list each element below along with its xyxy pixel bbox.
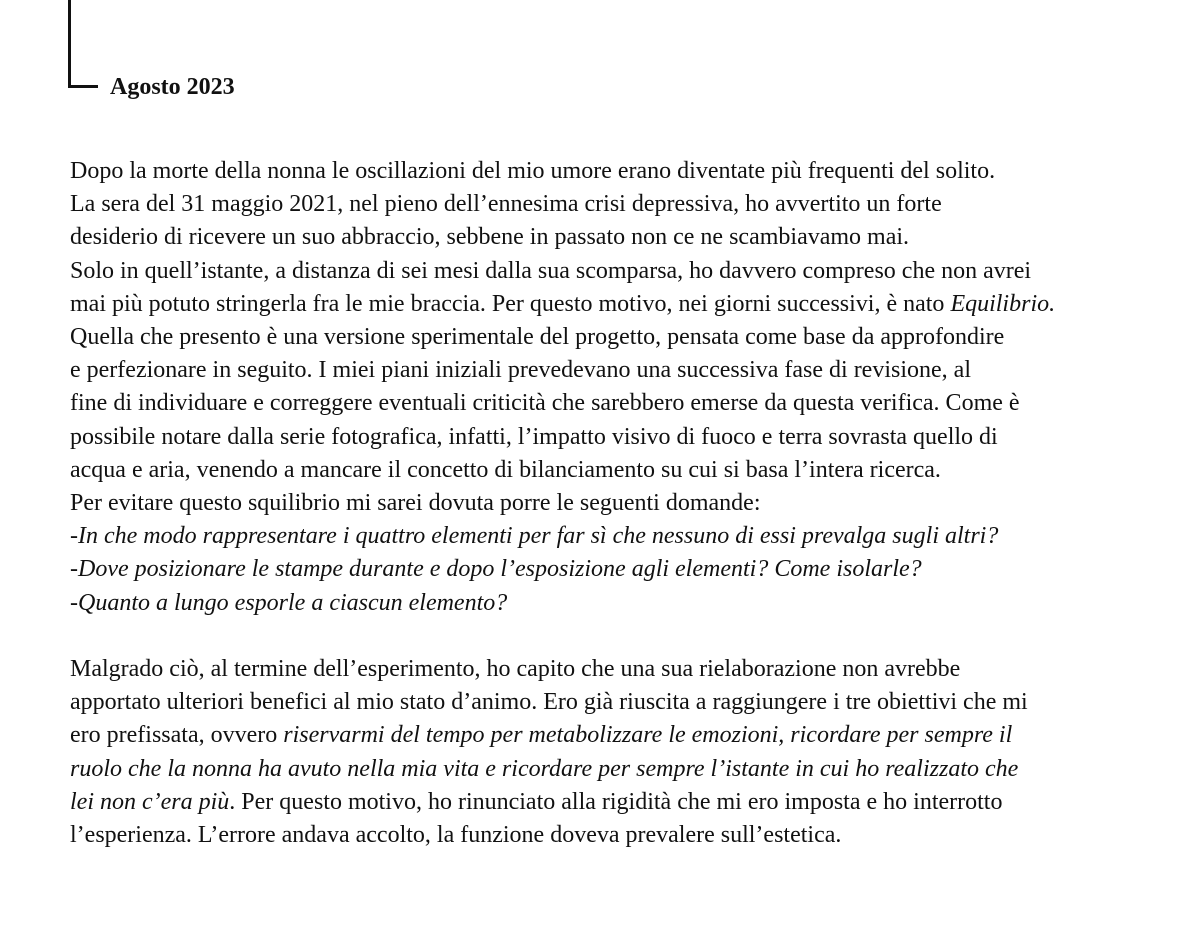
paragraph-spacer [70, 620, 1150, 653]
text-line: e perfezionare in seguito. I miei piani iniziali prevedevano una successiva fase di revisione, al [70, 357, 971, 384]
text-line: acqua e aria, venendo a mancare il concetto di bilanciamento su cui si basa l’intera ricerca. [70, 456, 941, 483]
date-heading: Agosto 2023 [110, 74, 235, 100]
text-line: possibile notare dalla serie fotografica, infatti, l’impatto visivo di fuoco e terra sovrasta quello di [70, 423, 998, 450]
paragraph-1 [70, 155, 1150, 620]
question-3: -Quanto a lungo esporle a ciascun elemento? [70, 589, 508, 616]
text-line: l’esperienza. L’errore andava accolto, la funzione doveva prevalere sull’estetica. [70, 822, 842, 849]
text-segment: ero prefissata, ovvero [70, 722, 284, 749]
text-line: La sera del 31 maggio 2021, nel pieno dell’ennesima crisi depressiva, ho avvertito un forte [70, 191, 942, 218]
text-line [70, 786, 1150, 819]
question-1: -In che modo rappresentare i quattro elementi per far sì che nessuno di essi prevalga sugli altri? [70, 523, 999, 550]
italic-segment: lei non c’era più [70, 788, 230, 815]
italic-line: ruolo che la nonna ha avuto nella mia vita e ricordare per sempre l’istante in cui ho realizzato che [70, 755, 1019, 782]
text-line: Quella che presento è una versione sperimentale del progetto, pensata come base da approfondire [70, 324, 1005, 351]
text-line: Dopo la morte della nonna le oscillazioni del mio umore erano diventate più frequenti del solito. [70, 158, 996, 184]
text-line: Per evitare questo squilibrio mi sarei dovuta porre le seguenti domande: [70, 490, 761, 517]
corner-mark-vertical [68, 0, 71, 87]
body-text [70, 155, 1150, 852]
text-line: Malgrado ciò, al termine dell’esperimento, ho capito che una sua rielaborazione non avrebbe [70, 656, 961, 683]
text-line [70, 288, 1150, 321]
question-2: -Dove posizionare le stampe durante e dopo l’esposizione agli elementi? Come isolarle? [70, 556, 922, 583]
text-line: apportato ulteriori benefici al mio stato d’animo. Ero già riuscita a raggiungere i tre obiettivi che mi [70, 689, 1028, 716]
corner-mark-horizontal [68, 85, 98, 88]
text-line: desiderio di ricevere un suo abbraccio, sebbene in passato non ce ne scambiavamo mai. [70, 224, 910, 251]
text-segment: mai più potuto stringerla fra le mie braccia. Per questo motivo, nei giorni successivi, è nato [70, 290, 951, 317]
project-title: Equilibrio. [950, 290, 1056, 317]
text-line: Solo in quell’istante, a distanza di sei mesi dalla sua scomparsa, ho davvero compreso che non avrei [70, 257, 1032, 284]
text-line: fine di individuare e correggere eventuali criticità che sarebbero emerse da questa verifica. Come è [70, 390, 1020, 417]
italic-segment: riservarmi del tempo per metabolizzare le emozioni, ricordare per sempre il [283, 722, 1013, 749]
text-segment: . Per questo motivo, ho rinunciato alla rigidità che mi ero imposta e ho interrotto [229, 788, 1003, 815]
paragraph-2 [70, 653, 1150, 852]
text-line [70, 719, 1150, 752]
